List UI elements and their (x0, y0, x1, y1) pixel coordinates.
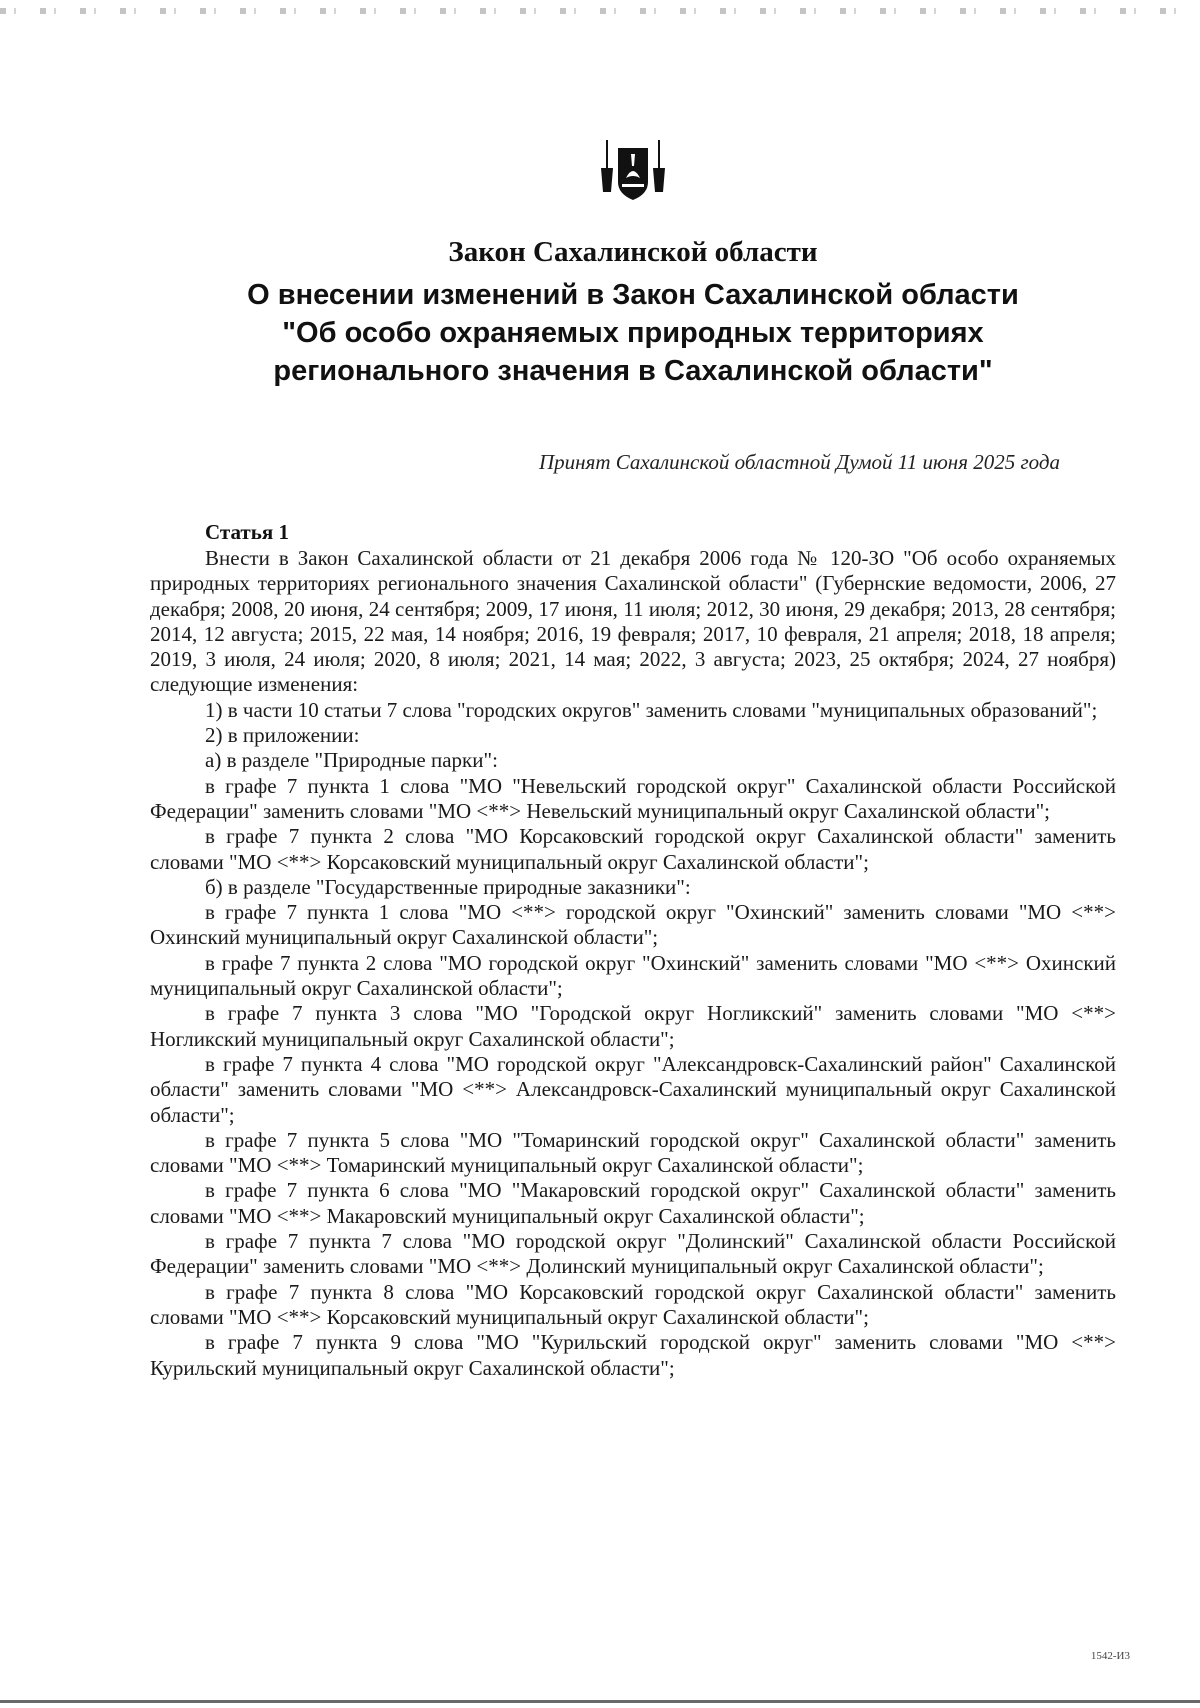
paragraph: в графе 7 пункта 4 слова "МО городской округ "Александровск-Сахалинский район" Сахалинской области" заменить словами "МО <**> Александровск-Сахалинский муниципальный округ Сахалинской области"; (150, 1051, 1116, 1127)
document-code: 1542-И3 (1090, 1650, 1130, 1662)
article-body (150, 546, 1116, 1381)
paragraph: в графе 7 пункта 2 слова "МО городской округ "Охинский" заменить словами "МО <**> Охинский муниципальный округ Сахалинской области"; (150, 950, 1116, 1001)
paragraph: Внести в Закон Сахалинской области от 21 декабря 2006 года № 120-ЗО "Об особо охраняемых природных территориях регионального значения Сахалинской области" (Губернские ведомости, 2006, 27 декабря; 2008, 20 июня, 24 сентября; 2009, 17 июня, 11 июля; 2012, 30 июня, 29 декабря; 2013, 28 сентября; 2014, 12 августа; 2015, 22 мая, 14 ноября; 2016, 19 февраля; 2017, 10 февраля, 21 апреля; 2018, 18 апреля; 2019, 3 июля, 24 июля; 2020, 8 июля; 2021, 14 мая; 2022, 3 августа; 2023, 25 октября; 2024, 27 ноября) следующие изменения: (150, 546, 1116, 697)
paragraph: в графе 7 пункта 9 слова "МО "Курильский городской округ" заменить словами "МО <**> Курильский муниципальный округ Сахалинской области"; (150, 1330, 1116, 1380)
paragraph: 2) в приложении: (205, 723, 360, 748)
paragraph: в графе 7 пункта 8 слова "МО Корсаковский городской округ Сахалинской области" заменить словами "МО <**> Корсаковский муниципальный округ Сахалинской области"; (150, 1279, 1116, 1329)
paragraph: в графе 7 пункта 1 слова "МО <**> городской округ "Охинский" заменить словами "МО <**> Охинский муниципальный округ Сахалинской области"; (150, 900, 1116, 950)
scan-artifact-bottom (0, 1700, 1200, 1703)
law-title: Закон Сахалинской области (448, 236, 818, 268)
paragraph: а) в разделе "Природные парки": (205, 748, 498, 773)
paragraph: в графе 7 пункта 7 слова "МО городской округ "Долинский" Сахалинской области Российской Федерации" заменить словами "МО <**> Долинский муниципальный округ Сахалинской области"; (150, 1229, 1116, 1279)
law-subtitle: О внесении изменений в Закон Сахалинской области "Об особо охраняемых природных территориях регионального значения в Сахалинской области" (247, 279, 1019, 387)
paragraph: в графе 7 пункта 2 слова "МО Корсаковский городской округ Сахалинской области" заменить словами "МО <**> Корсаковский муниципальный округ Сахалинской области"; (150, 824, 1116, 874)
coat-of-arms-icon (598, 134, 668, 204)
paragraph: в графе 7 пункта 5 слова "МО "Томаринский городской округ" Сахалинской области" заменить словами "МО <**> Томаринский муниципальный округ Сахалинской области"; (150, 1127, 1116, 1178)
article-heading: Статья 1 (205, 520, 289, 544)
paragraph: в графе 7 пункта 6 слова "МО "Макаровский городской округ" Сахалинской области" заменить словами "МО <**> Макаровский муниципальный округ Сахалинской области"; (150, 1178, 1116, 1228)
paragraph: б) в разделе "Государственные природные заказники": (205, 874, 691, 899)
paragraph: 1) в части 10 статьи 7 слова "городских округов" заменить словами "муниципальных образований"; (205, 697, 1098, 722)
scan-artifact-top (0, 8, 1200, 14)
paragraph: в графе 7 пункта 3 слова "МО "Городской округ Ногликский" заменить словами "МО <**> Ногликский муниципальный округ Сахалинской области"; (150, 1001, 1116, 1051)
paragraph: в графе 7 пункта 1 слова "МО "Невельский городской округ" Сахалинской области Российской Федерации" заменить словами "МО <**> Невельский муниципальный округ Сахалинской области"; (150, 773, 1116, 823)
adoption-note: Принят Сахалинской областной Думой 11 июня 2025 года (539, 450, 1060, 474)
